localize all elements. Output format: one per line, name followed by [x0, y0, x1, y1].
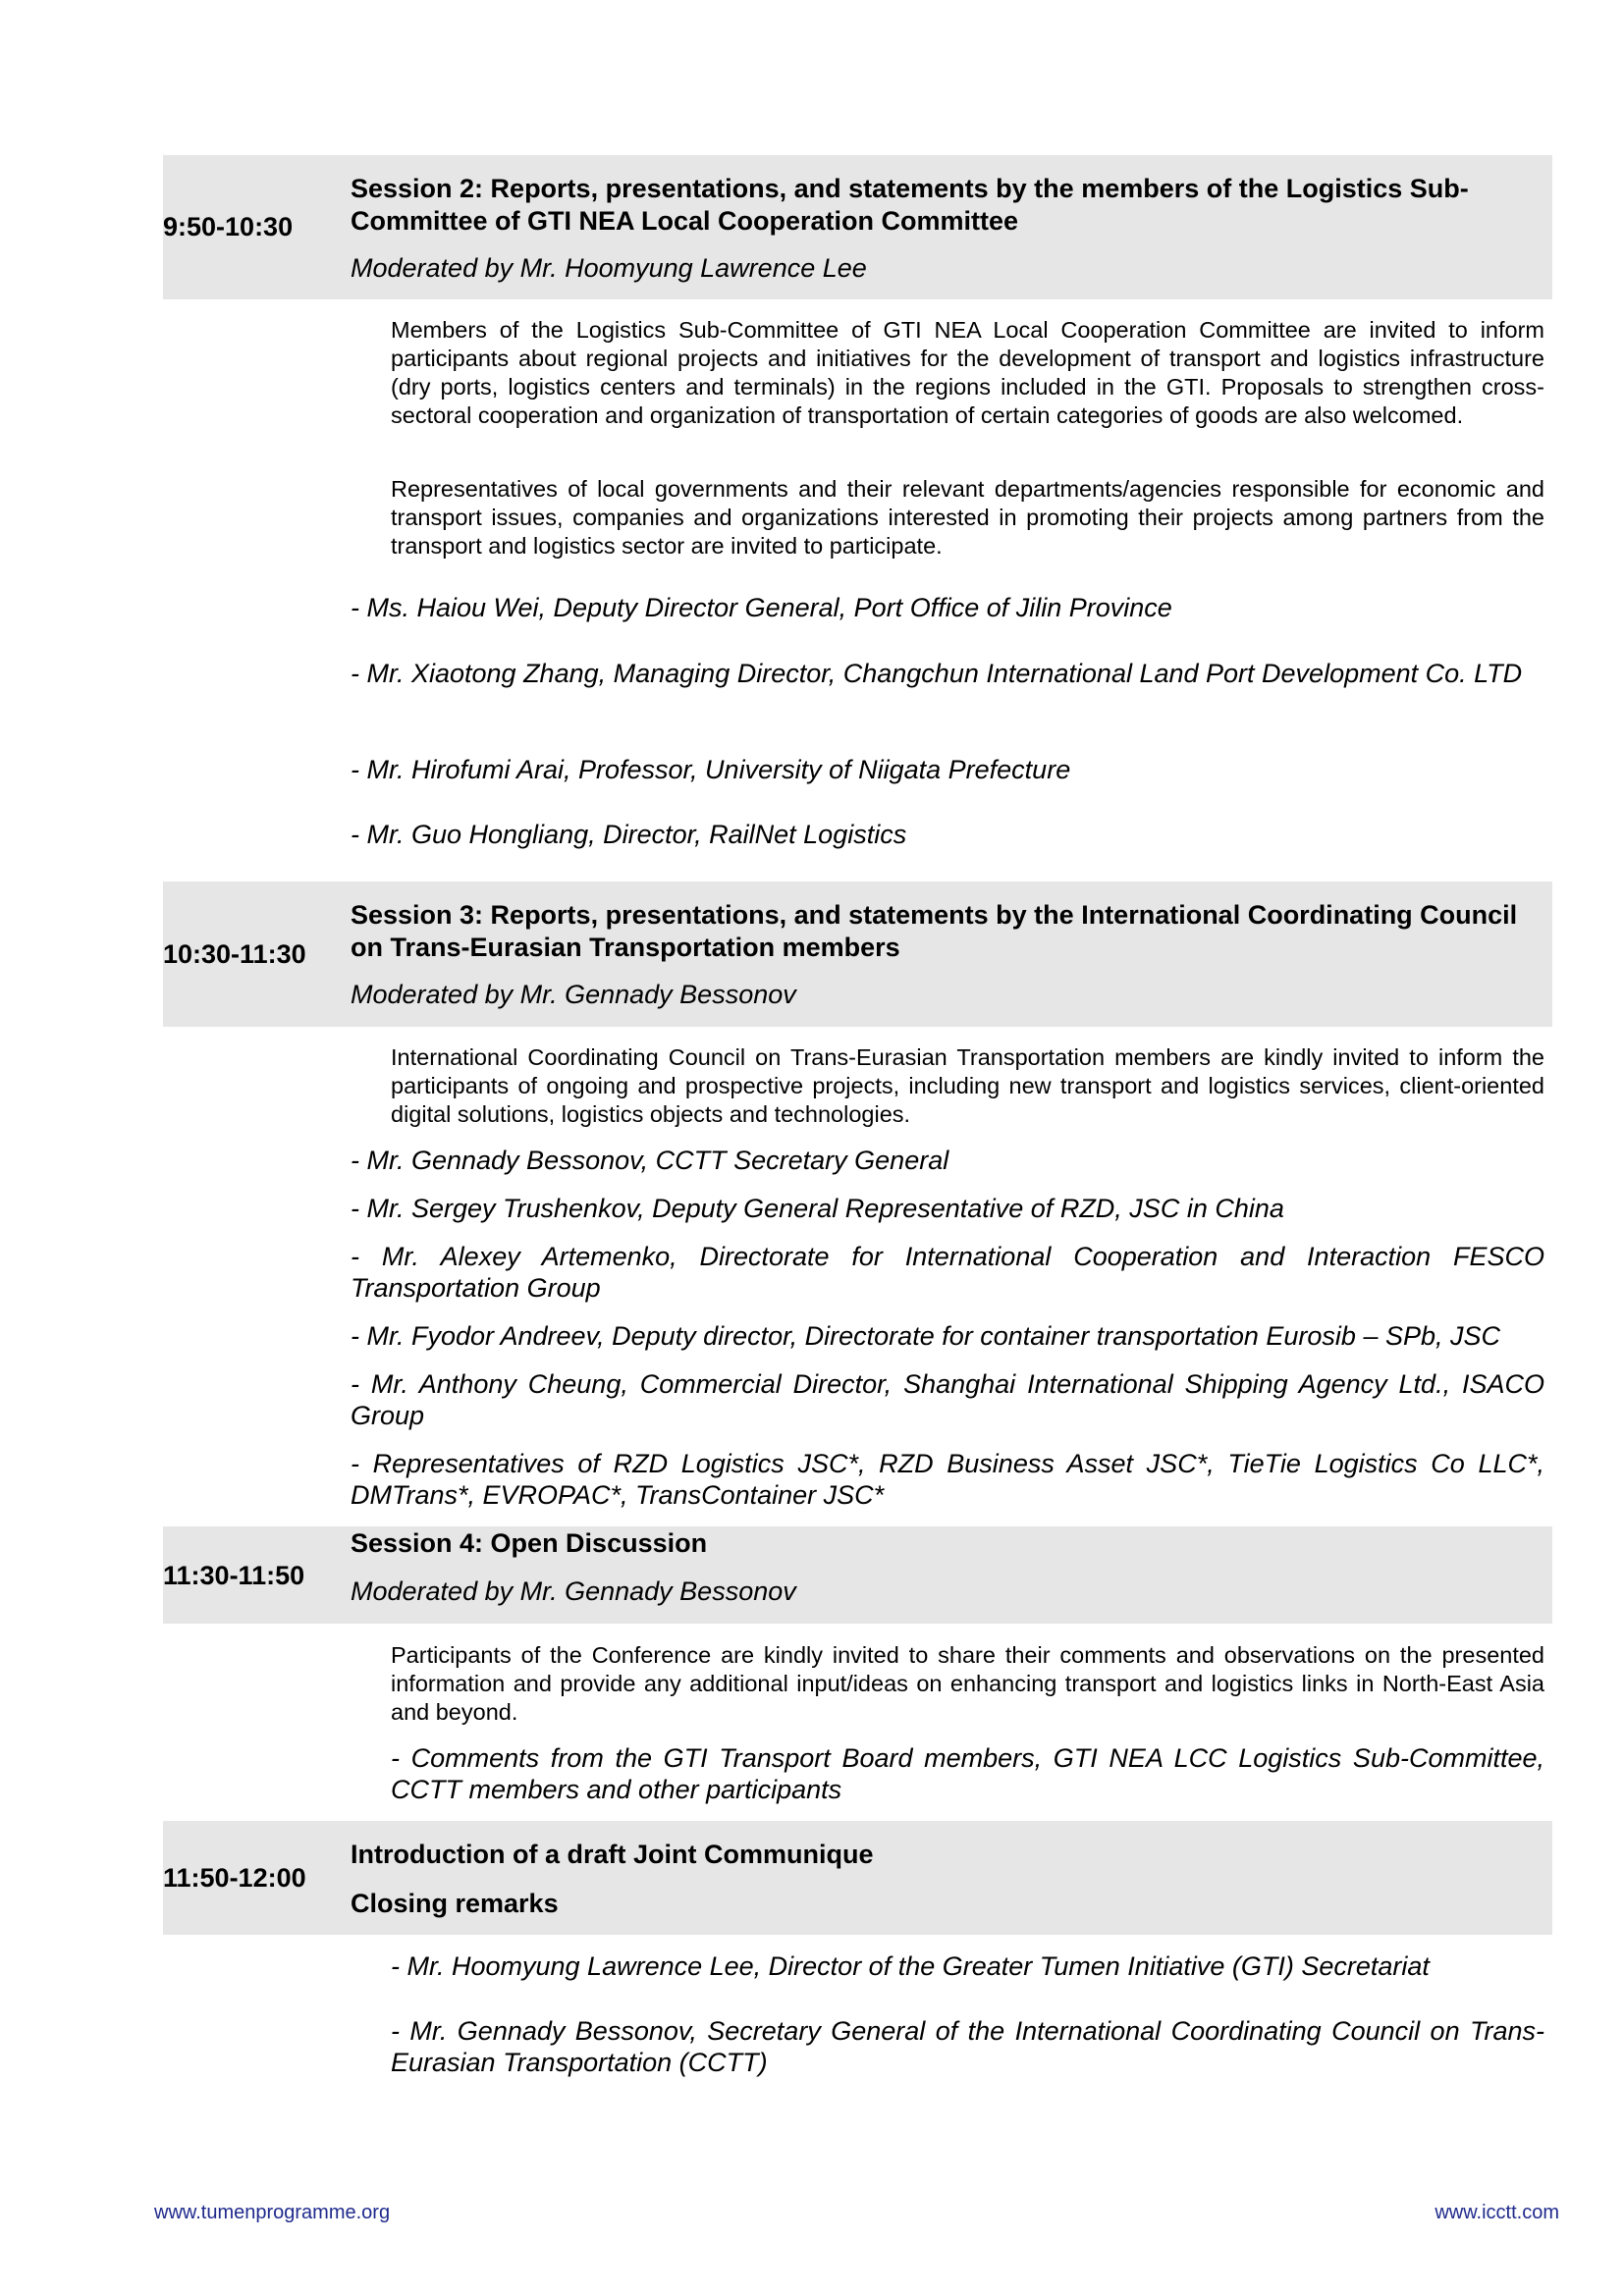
session-2-invitation: Representatives of local governments and their relevant departments/agencies responsible for economic and transport issues, companies and organizations interested in promoting their projects among partners from the transport and logistics sector are invited to participate. [391, 476, 1544, 559]
footer-link-tumenprogramme[interactable]: www.tumenprogramme.org [154, 2202, 391, 2223]
session-3-description: International Coordinating Council on Trans-Eurasian Transportation members are kindly invited to inform the participants of ongoing and prospective projects, including new transport and logistics services, client-oriented digital solutions, logistics objects and technologies. [391, 1044, 1544, 1127]
session-3-speaker: - Mr. Fyodor Andreev, Deputy director, Directorate for container transportation Eurosib – SPb, JSC [351, 1321, 1501, 1351]
session-4-description: Participants of the Conference are kindly invited to share their comments and observations on the presented information and provide any additional input/ideas on enhancing transport and logistics links in North-East Asia and beyond. [391, 1642, 1544, 1725]
session-2-speaker: - Mr. Hirofumi Arai, Professor, University of Niigata Prefecture [351, 755, 1071, 784]
session-3-title: Session 3: Reports, presentations, and statements by the International Coordinating Council on Trans-Eurasian Transportation members [351, 900, 1518, 962]
session-3-speaker: - Mr. Gennady Bessonov, CCTT Secretary General [351, 1146, 949, 1175]
session-4-comment: - Comments from the GTI Transport Board members, GTI NEA LCC Logistics Sub-Committee, CCTT members and other participants [391, 1743, 1544, 1804]
closing-title-communique: Introduction of a draft Joint Communique [351, 1840, 874, 1869]
closing-speaker: - Mr. Hoomyung Lawrence Lee, Director of the Greater Tumen Initiative (GTI) Secretariat [391, 1951, 1430, 1981]
closing-speaker: - Mr. Gennady Bessonov, Secretary General of the International Coordinating Council on Trans-Eurasian Transportation (CCTT) [391, 2016, 1544, 2077]
session-4-title: Session 4: Open Discussion [351, 1528, 708, 1558]
session-3-speaker: - Mr. Alexey Artemenko, Directorate for International Cooperation and Interaction FESCO Transportation Group [351, 1242, 1544, 1303]
session-3-moderator: Moderated by Mr. Gennady Bessonov [351, 980, 796, 1009]
session-2-speaker: - Mr. Xiaotong Zhang, Managing Director, Changchun International Land Port Development Co. LTD [351, 659, 1523, 688]
session-2-time: 9:50-10:30 [163, 212, 294, 241]
session-2-moderator: Moderated by Mr. Hoomyung Lawrence Lee [351, 253, 867, 283]
session-3-speaker: - Mr. Sergey Trushenkov, Deputy General Representative of RZD, JSC in China [351, 1194, 1284, 1223]
session-2-speaker: - Mr. Guo Hongliang, Director, RailNet Logistics [351, 820, 907, 849]
session-4-moderator: Moderated by Mr. Gennady Bessonov [351, 1576, 796, 1606]
session-3-speaker: - Mr. Anthony Cheung, Commercial Director, Shanghai International Shipping Agency Ltd., ISACO Group [351, 1369, 1544, 1430]
session-3-time: 10:30-11:30 [163, 939, 306, 969]
session-2-speaker: - Ms. Haiou Wei, Deputy Director General, Port Office of Jilin Province [351, 593, 1172, 622]
session-3-speaker: - Representatives of RZD Logistics JSC*, RZD Business Asset JSC*, TieTie Logistics Co LLC*, DMTrans*, EVROPAC*, TransContainer JSC* [351, 1449, 1544, 1510]
session-4-time: 11:30-11:50 [163, 1561, 305, 1590]
closing-title-remarks: Closing remarks [351, 1889, 559, 1918]
closing-time: 11:50-12:00 [163, 1863, 306, 1893]
session-2-title: Session 2: Reports, presentations, and statements by the members of the Logistics Sub-Committee of GTI NEA Local Cooperation Committee [351, 174, 1469, 236]
session-2-description: Members of the Logistics Sub-Committee of GTI NEA Local Cooperation Committee are invited to inform participants about regional projects and initiatives for the development of transport and logistics infrastructure (dry ports, logistics centers and terminals) in the regions included in the GTI. Proposals to strengthen cross-sectoral cooperation and organization of transportation of certain categories of goods are also welcomed. [391, 317, 1544, 428]
footer-link-icctt[interactable]: www.icctt.com [1435, 2202, 1559, 2223]
